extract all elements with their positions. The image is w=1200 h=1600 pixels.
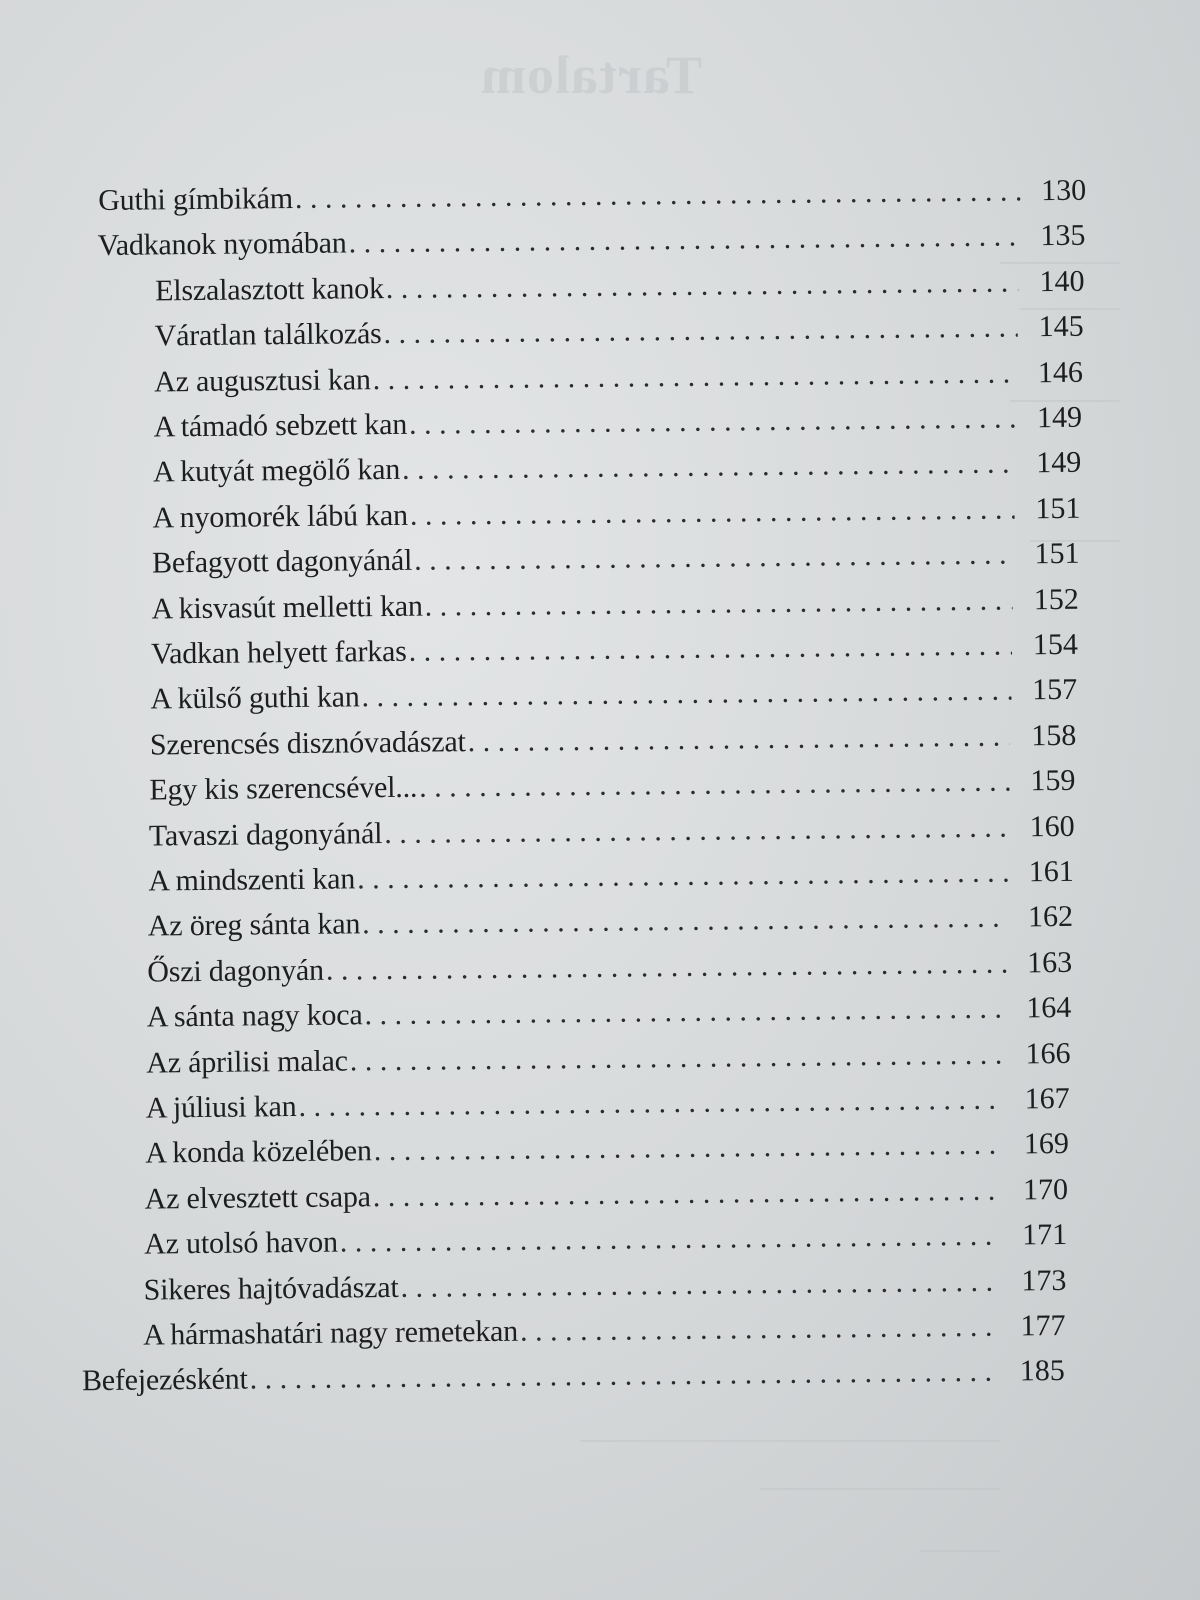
toc-entry-page-number: 140 (1039, 264, 1085, 298)
toc-entry-page-number: 170 (1022, 1172, 1069, 1207)
toc-entry-title: A kutyát megölő kan (152, 453, 401, 489)
toc-entry-page-number: 167 (1024, 1081, 1070, 1116)
toc-entry-page-number: 162 (1027, 900, 1074, 934)
toc-entry-page-number: 145 (1038, 309, 1084, 344)
toc-entry-title: A mindszenti kan (148, 862, 356, 898)
toc-entry-title: Az augusztusi kan (153, 362, 371, 399)
toc-entry-title: Váratlan találkozás (154, 317, 382, 353)
dot-leader (414, 532, 1014, 584)
dot-leader (340, 1213, 1002, 1266)
dot-leader (374, 1122, 1004, 1175)
toc-entry-page-number: 173 (1021, 1263, 1067, 1298)
toc-entry-title: Az öreg sánta kan (147, 907, 361, 943)
toc-entry-page-number: 157 (1031, 673, 1078, 707)
toc-entry-page-number: 166 (1025, 1036, 1071, 1070)
toc-entry-title: Befagyott dagonyánál (151, 543, 413, 580)
toc-entry-title: A hármashatári nagy remetekan (142, 1314, 519, 1352)
toc-entry-page-number: 161 (1028, 854, 1074, 889)
toc-entry-page-number: 146 (1037, 355, 1084, 389)
toc-entry-title: Befejezésként (81, 1362, 248, 1398)
toc-entry-title: A külső guthi kan (150, 680, 360, 716)
toc-entry-title: Az utolsó havon (143, 1225, 338, 1261)
toc-entry-page-number: 151 (1034, 536, 1080, 571)
table-of-contents (0, 166, 1200, 1418)
dot-leader (419, 759, 1010, 811)
toc-entry-title: Tavaszi dagonyánál (148, 816, 383, 853)
toc-entry-title: Elszalasztott kanok (155, 271, 384, 308)
toc-entry-page-number: 135 (1040, 219, 1086, 253)
dot-leader (409, 395, 1017, 447)
dot-leader (298, 1077, 1004, 1130)
toc-entry-title: Az elvesztett csapa (144, 1180, 371, 1216)
toc-entry-page-number: 185 (1019, 1354, 1065, 1388)
toc-entry-title: Egy kis szerencsével... (149, 770, 418, 807)
toc-entry-page-number: 160 (1029, 809, 1075, 843)
dot-leader (383, 305, 1018, 358)
dot-leader (400, 1258, 1000, 1310)
toc-entry-page-number: 169 (1023, 1127, 1070, 1161)
toc-entry-title: Szerencsés disznóvadászat (149, 724, 466, 762)
toc-entry-page-number: 158 (1031, 718, 1077, 753)
toc-entry-page-number: 164 (1026, 991, 1072, 1025)
toc-entry-title: Őszi dagonyán (147, 953, 325, 989)
dot-leader (350, 1031, 1005, 1084)
toc-entry-title: A támadó sebzett kan (153, 407, 408, 444)
dot-leader (249, 1349, 999, 1403)
dot-leader (373, 1167, 1003, 1220)
dot-leader (386, 259, 1019, 312)
toc-entry-title: A konda közelében (145, 1134, 372, 1170)
toc-entry-title: A júliusi kan (145, 1089, 297, 1125)
toc-entry-page-number: 130 (1041, 173, 1087, 208)
dot-leader (326, 940, 1007, 993)
toc-entry-title: A nyomorék lábú kan (152, 498, 409, 535)
dot-leader (384, 804, 1009, 857)
toc-entry-page-number: 163 (1026, 945, 1073, 980)
toc-entry-page-number: 154 (1032, 627, 1079, 662)
dot-leader (424, 577, 1013, 629)
toc-entry-title: Guthi gímbikám (98, 181, 294, 218)
dot-leader (372, 350, 1017, 403)
toc-entry-page-number: 177 (1020, 1308, 1066, 1343)
toc-entry-title: Az áprilisi malac (146, 1044, 348, 1080)
toc-entry-title: Sikeres hajtóvadászat (143, 1270, 399, 1307)
toc-entry-title: Vadkan helyett farkas (150, 634, 407, 671)
dot-leader (357, 850, 1008, 903)
toc-entry-title: A kisvasút melletti kan (151, 589, 423, 626)
toc-entry-page-number: 152 (1033, 582, 1079, 616)
toc-entry-page-number: 149 (1036, 446, 1082, 480)
toc-entry-page-number: 159 (1030, 764, 1076, 798)
dot-leader (467, 713, 1010, 765)
toc-entry (82, 1348, 1065, 1404)
dot-leader (361, 668, 1011, 721)
toc-entry-title: Vadkanok nyomában (97, 226, 347, 263)
dot-leader (364, 986, 1005, 1039)
dot-leader (348, 214, 1019, 267)
dot-leader (520, 1304, 1000, 1355)
show-through-heading: Tartalom (480, 45, 702, 105)
toc-entry-page-number: 171 (1022, 1218, 1068, 1252)
dot-leader (410, 486, 1015, 538)
dot-leader (408, 622, 1012, 674)
dot-leader (362, 895, 1007, 948)
toc-entry-title: A sánta nagy koca (146, 998, 363, 1034)
dot-leader (402, 441, 1016, 493)
toc-entry-page-number: 149 (1036, 400, 1083, 435)
toc-entry-page-number: 151 (1035, 491, 1081, 526)
